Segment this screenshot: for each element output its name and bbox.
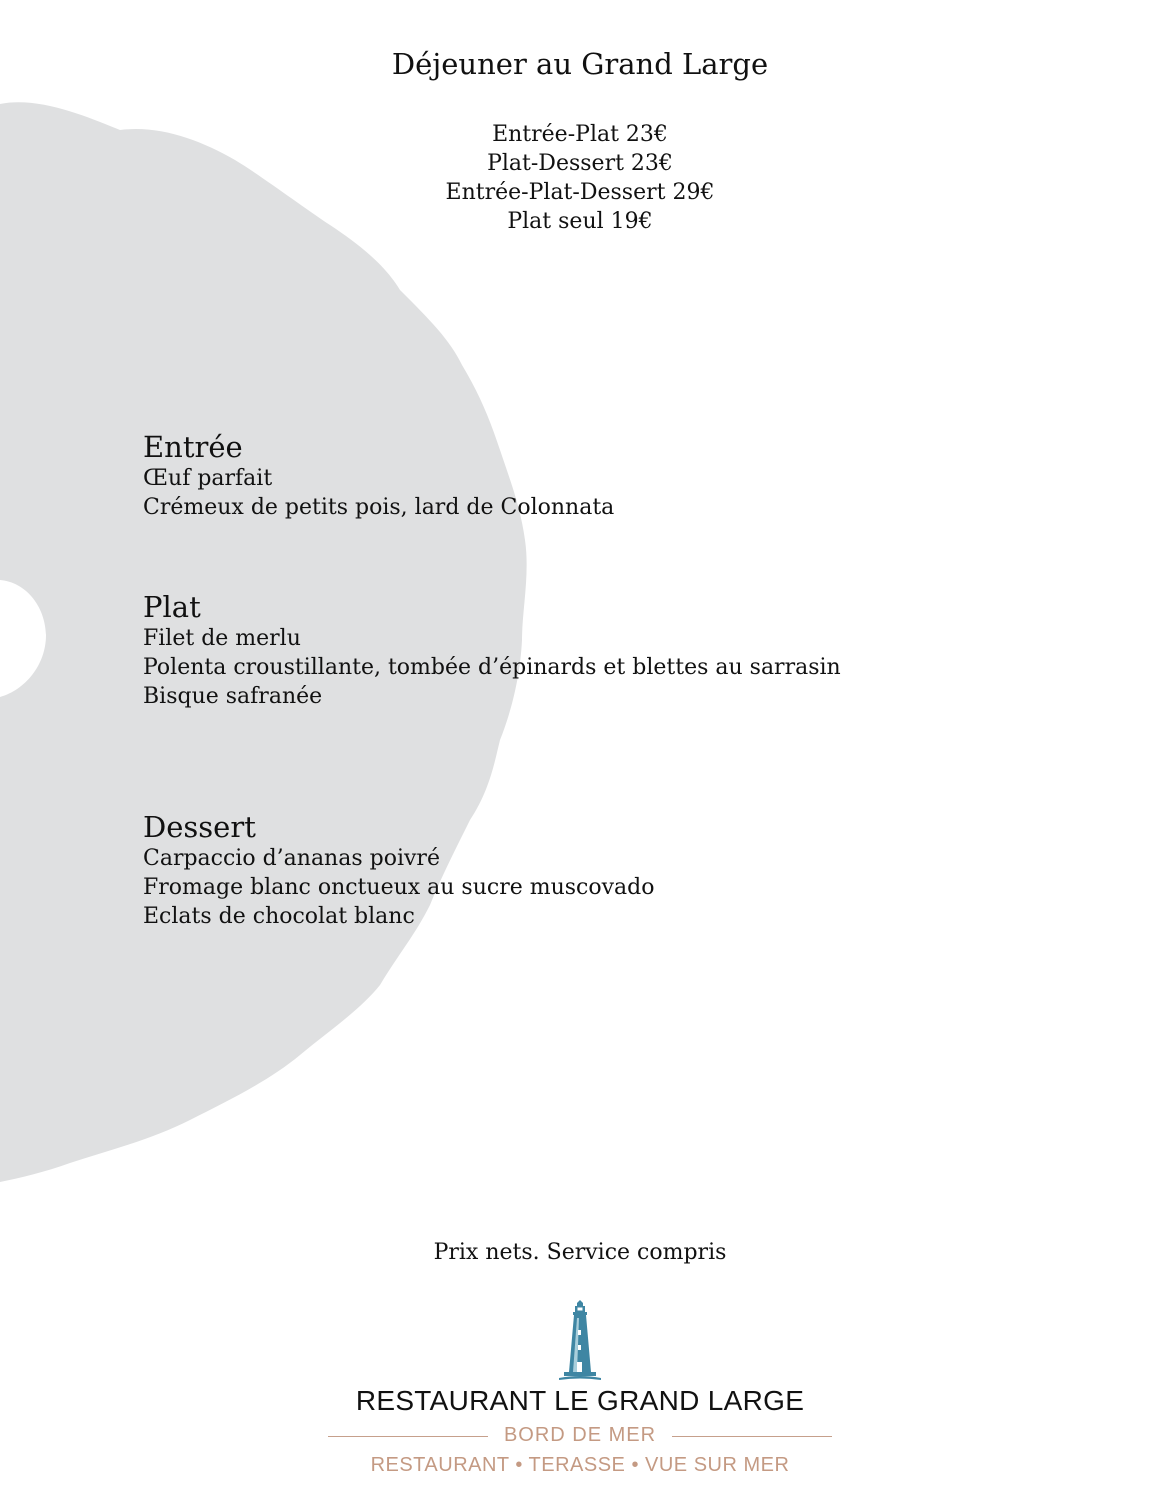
menu-item: Eclats de chocolat blanc xyxy=(143,904,415,929)
lighthouse-icon xyxy=(555,1300,605,1382)
price-line: Plat-Dessert 23€ xyxy=(487,151,673,176)
restaurant-logo xyxy=(0,1296,1160,1496)
menu-title: Déjeuner au Grand Large xyxy=(391,47,769,81)
divider-line-right xyxy=(672,1436,832,1437)
restaurant-name: RESTAURANT LE GRAND LARGE xyxy=(355,1385,805,1416)
section-title: Entrée xyxy=(143,430,243,464)
menu-item: Carpaccio d’ananas poivré xyxy=(143,846,440,871)
menu-item: Bisque safranée xyxy=(143,684,323,709)
section-title: Plat xyxy=(143,590,201,624)
menu-item: Crémeux de petits pois, lard de Colonnata xyxy=(143,495,615,520)
menu-item: Polenta croustillante, tombée d’épinards et blettes au sarrasin xyxy=(143,655,841,680)
menu-item: Œuf parfait xyxy=(143,466,273,491)
restaurant-subtitle: BORD DE MER xyxy=(503,1424,657,1446)
price-line: Entrée-Plat 23€ xyxy=(492,122,668,147)
section-dessert xyxy=(143,810,943,931)
section-entree xyxy=(143,430,943,522)
restaurant-tagline: RESTAURANT • TERASSE • VUE SUR MER xyxy=(370,1454,790,1476)
price-line: Plat seul 19€ xyxy=(507,209,653,234)
price-list xyxy=(0,120,1160,236)
menu-item: Filet de merlu xyxy=(143,626,301,651)
section-plat xyxy=(143,590,943,711)
menu-item: Fromage blanc onctueux au sucre muscovado xyxy=(143,875,655,900)
section-title: Dessert xyxy=(143,810,256,844)
footer-note: Prix nets. Service compris xyxy=(433,1240,727,1265)
price-line: Entrée-Plat-Dessert 29€ xyxy=(445,180,715,205)
